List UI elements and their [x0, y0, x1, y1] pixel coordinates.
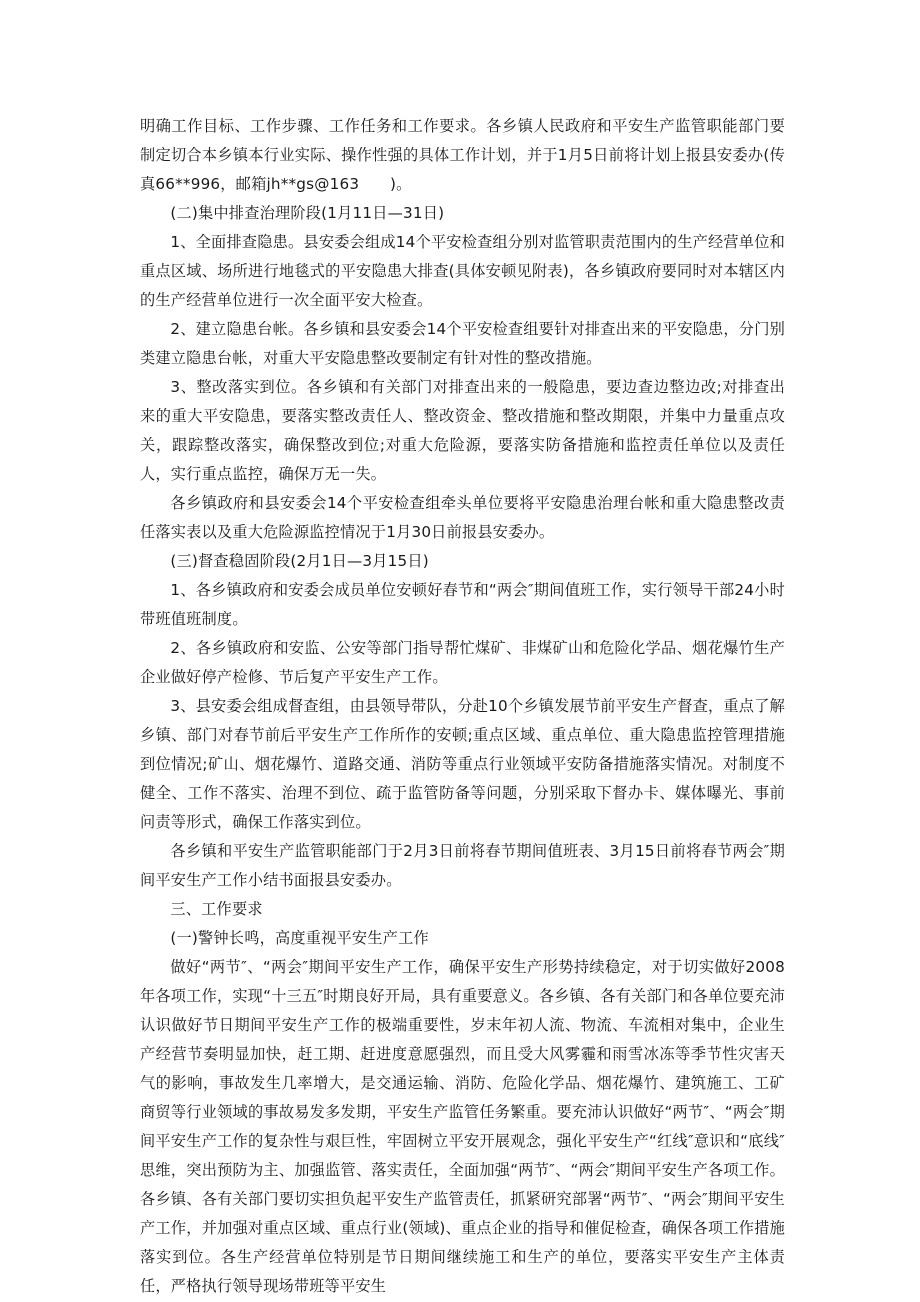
- paragraph: 2、各乡镇政府和安监、公安等部门指导帮忙煤矿、非煤矿山和危险化学品、烟花爆竹生产企业做好停产检修、节后复产平安生产工作。: [140, 639, 785, 686]
- paragraph: 1、各乡镇政府和安委会成员单位安顿好春节和“两会″期间值班工作，实行领导干部24小时带班值班制度。: [140, 581, 785, 628]
- paragraph: 明确工作目标、工作步骤、工作任务和工作要求。各乡镇人民政府和平安生产监管职能部门要制定切合本乡镇本行业实际、操作性强的具体工作计划，并于1月5日前将计划上报县安委办(传真66**996，邮箱jh**gs@163 )。: [140, 117, 785, 193]
- paragraph: 3、整改落实到位。各乡镇和有关部门对排查出来的一般隐患，要边查边整边改;对排查出来的重大平安隐患，要落实整改责任人、整改资金、整改措施和整改期限，并集中力量重点攻关，跟踪整改落实，确保整改到位;对重大危险源，要落实防备措施和监控责任单位以及责任人，实行重点监控，确保万无一失。: [140, 378, 785, 483]
- paragraph: 2、建立隐患台帐。各乡镇和县安委会14个平安检查组要针对排查出来的平安隐患，分门别类建立隐患台帐，对重大平安隐患整改要制定有针对性的整改措施。: [140, 320, 785, 367]
- paragraph: 做好“两节″、“两会″期间平安生产工作，确保平安生产形势持续稳定，对于切实做好2008年各项工作，实现“十三五″时期良好开局，具有重要意义。各乡镇、各有关部门和各单位要充沛认识做好节日期间平安生产工作的极端重要性，岁末年初人流、物流、车流相对集中，企业生产经营节奏明显加快，赶工期、赶进度意愿强烈，而且受大风雾霾和雨雪冰冻等季节性灾害天气的影响，事故发生几率增大，是交通运输、消防、危险化学品、烟花爆竹、建筑施工、工矿商贸等行业领域的事故易发多发期，平安生产监管任务繁重。要充沛认识做好“两节″、“两会″期间平安生产工作的复杂性与艰巨性，牢固树立平安开展观念，强化平安生产“红线″意识和“底线″思维，突出预防为主、加强监管、落实责任，全面加强“两节″、“两会″期间平安生产各项工作。各乡镇、各有关部门要切实担负起平安生产监管责任，抓紧研究部署“两节″、“两会″期间平安生产工作，并加强对重点区域、重点行业(领域)、重点企业的指导和催促检查，确保各项工作措施落实到位。各生产经营单位特别是节日期间继续施工和生产的单位，要落实平安生产主体责任，严格执行领导现场带班等平安生: [140, 958, 785, 1295]
- paragraph: 3、县安委会组成督查组，由县领导带队，分赴10个乡镇发展节前平安生产督查，重点了解乡镇、部门对春节前后平安生产工作所作的安顿;重点区域、重点单位、重大隐患监控管理措施到位情况;矿山、烟花爆竹、道路交通、消防等重点行业领域平安防备措施落实情况。对制度不健全、工作不落实、治理不到位、疏于监管防备等问题，分别采取下督办卡、媒体曝光、事前问责等形式，确保工作落实到位。: [140, 697, 785, 831]
- paragraph: 各乡镇政府和县安委会14个平安检查组牵头单位要将平安隐患治理台帐和重大隐患整改责任落实表以及重大危险源监控情况于1月30日前报县安委办。: [140, 494, 785, 541]
- document-body: [140, 112, 785, 1301]
- subsection-heading: (一)警钟长鸣，高度重视平安生产工作: [170, 929, 429, 947]
- paragraph: 各乡镇和平安生产监管职能部门于2月3日前将春节期间值班表、3月15日前将春节两会″期间平安生产工作小结书面报县安委办。: [140, 842, 785, 889]
- section-heading: (二)集中排查治理阶段(1月11日—31日): [170, 204, 445, 222]
- section-heading: (三)督查稳固阶段(2月1日—3月15日): [170, 552, 429, 570]
- section-heading: 三、工作要求: [170, 900, 263, 918]
- paragraph: 1、全面排查隐患。县安委会组成14个平安检查组分别对监管职责范围内的生产经营单位和重点区域、场所进行地毯式的平安隐患大排查(具体安顿见附表)，各乡镇政府要同时对本辖区内的生产经营单位进行一次全面平安大检查。: [140, 233, 785, 309]
